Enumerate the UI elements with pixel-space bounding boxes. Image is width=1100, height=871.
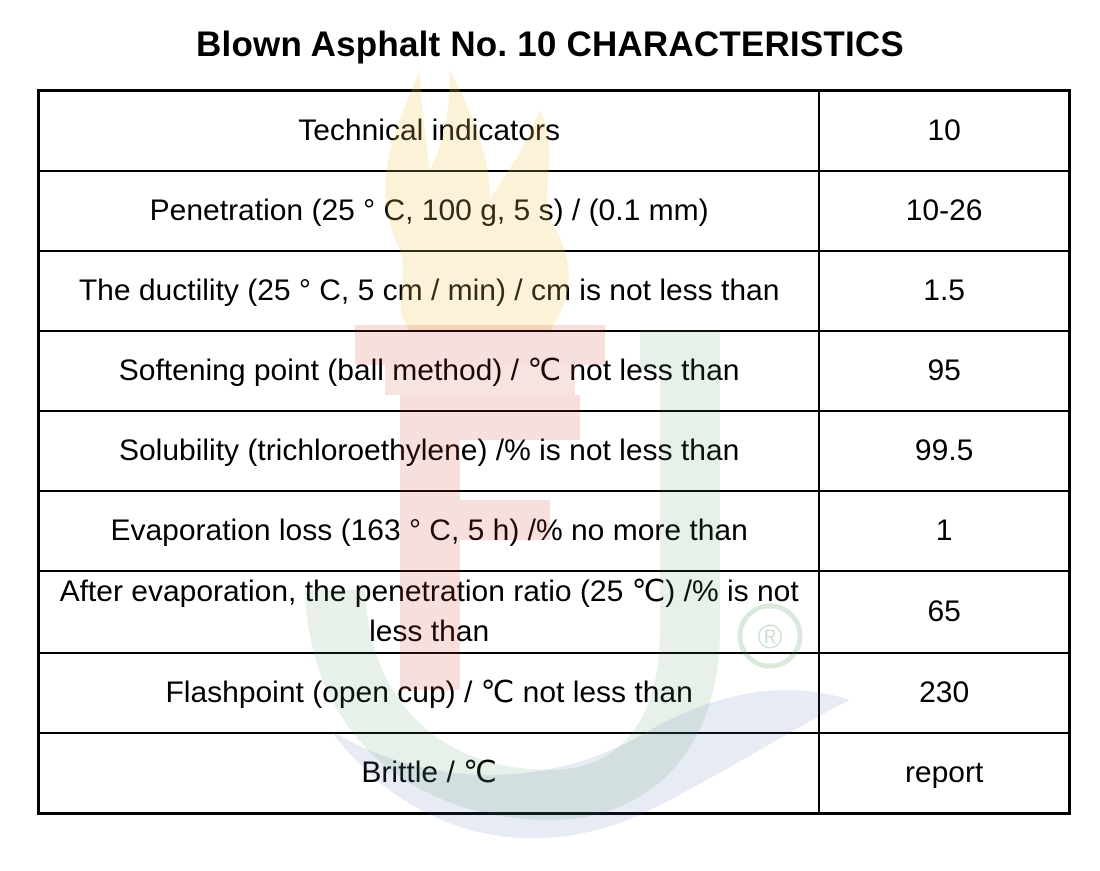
- indicator-cell: The ductility (25 ° C, 5 cm / min) / cm is not less than: [39, 251, 820, 331]
- value-cell: 230: [819, 653, 1069, 733]
- value-cell: 1: [819, 491, 1069, 571]
- value-cell: 10: [819, 91, 1069, 172]
- indicator-cell: Flashpoint (open cup) / ℃ not less than: [39, 653, 820, 733]
- indicator-cell: Technical indicators: [39, 91, 820, 172]
- characteristics-table: [37, 89, 1071, 815]
- value-cell: 10-26: [819, 171, 1069, 251]
- value-cell: 95: [819, 331, 1069, 411]
- table-row: [39, 251, 1070, 331]
- table-row: [39, 411, 1070, 491]
- value-cell: 1.5: [819, 251, 1069, 331]
- indicator-cell: After evaporation, the penetration ratio (25 ℃) /% is not less than: [39, 571, 820, 653]
- table-row: [39, 491, 1070, 571]
- value-cell: report: [819, 733, 1069, 814]
- indicator-cell: Penetration (25 ° C, 100 g, 5 s) / (0.1 mm): [39, 171, 820, 251]
- table-row-header: [39, 91, 1070, 172]
- table-row: [39, 653, 1070, 733]
- value-cell: 99.5: [819, 411, 1069, 491]
- table-row: [39, 331, 1070, 411]
- table-row: [39, 171, 1070, 251]
- table-row: [39, 571, 1070, 653]
- page-title: Blown Asphalt No. 10 CHARACTERISTICS: [196, 25, 904, 64]
- indicator-cell: Softening point (ball method) / ℃ not less than: [39, 331, 820, 411]
- registered-mark: ®: [757, 618, 783, 656]
- indicator-cell: Evaporation loss (163 ° C, 5 h) /% no more than: [39, 491, 820, 571]
- table-row: [39, 733, 1070, 814]
- value-cell: 65: [819, 571, 1069, 653]
- indicator-cell: Solubility (trichloroethylene) /% is not less than: [39, 411, 820, 491]
- indicator-cell: Brittle / ℃: [39, 733, 820, 814]
